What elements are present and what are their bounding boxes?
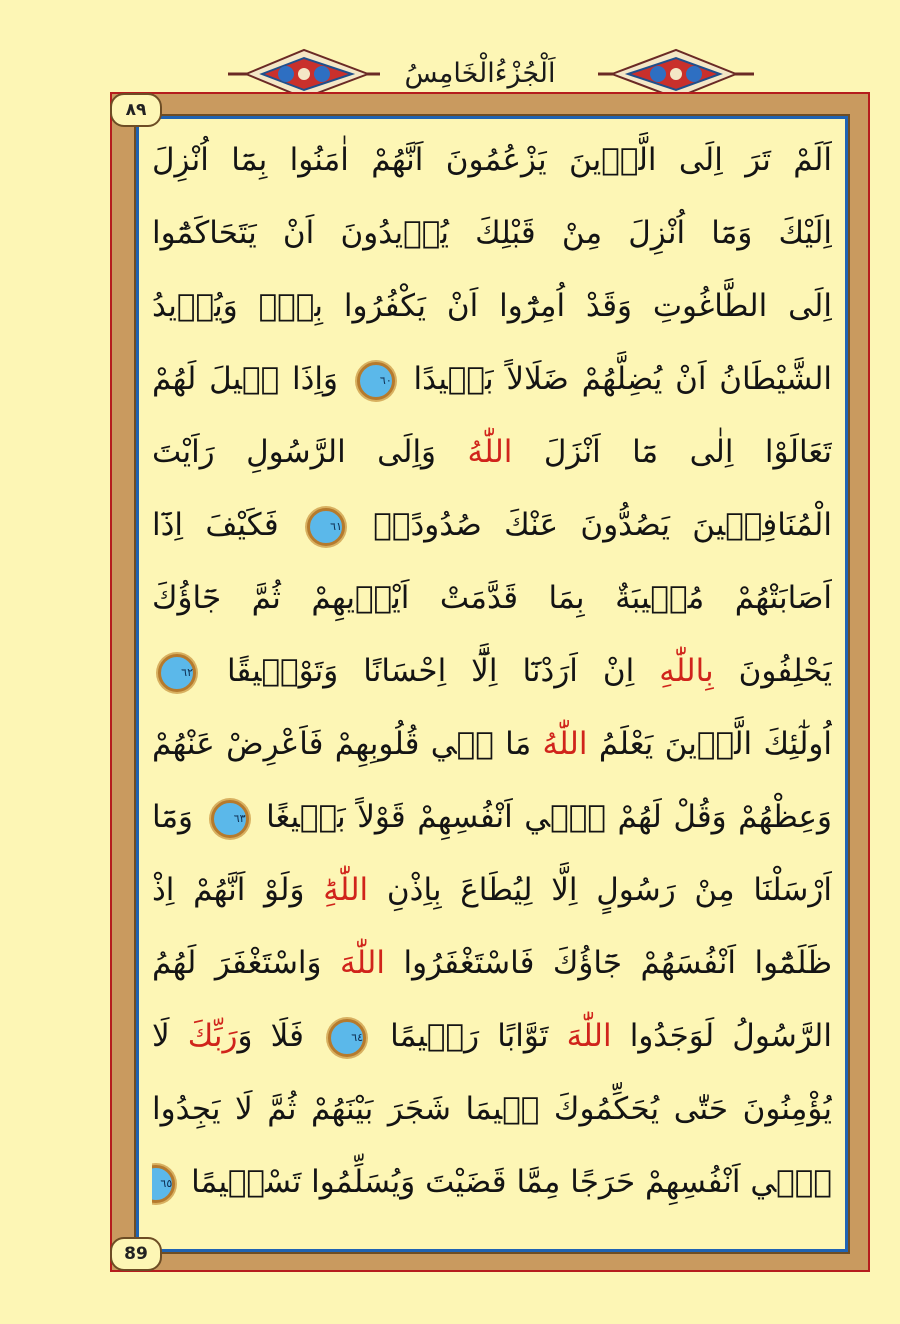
divine-name: اللّٰهَ bbox=[566, 1018, 612, 1054]
ayah-number-marker: ٦٠ bbox=[357, 362, 395, 400]
text-line bbox=[152, 1000, 832, 1073]
verse-text: ظَلَمُٓوا اَنْفُسَهُمْ جَٓاؤُكَ فَاسْتَغْفَرُوا bbox=[384, 945, 832, 981]
text-line bbox=[152, 1146, 832, 1219]
text-line bbox=[152, 343, 832, 416]
verse-text: وَمَٓا bbox=[152, 799, 205, 835]
ayah-number-marker: ٦١ bbox=[307, 508, 345, 546]
verse-text: لَا bbox=[152, 1018, 188, 1054]
text-line bbox=[152, 708, 832, 781]
verse-text: وَعِظْهُمْ وَقُلْ لَهُمْ فٖٓي اَنْفُسِهِمْ قَوْلاً بَلٖيغًا bbox=[254, 799, 832, 835]
verse-text: الرَّسُولُ لَوَجَدُوا bbox=[611, 1018, 832, 1054]
divine-name: بِاللّٰهِ bbox=[659, 653, 714, 689]
ayah-number-marker: ٦٥ bbox=[152, 1165, 175, 1203]
text-line bbox=[152, 562, 832, 635]
verse-text: فٖٓي اَنْفُسِهِمْ حَرَجًا مِمَّا قَضَيْتَ وَيُسَلِّمُوا تَسْلٖيمًا bbox=[181, 1164, 832, 1200]
text-line bbox=[152, 489, 832, 562]
verse-text: الشَّيْطَانُ اَنْ يُضِلَّهُمْ ضَلَالاً بَعٖيدًا bbox=[400, 361, 832, 397]
verse-text: وَلَوْ اَنَّهُمْ اِذْ bbox=[152, 872, 324, 908]
verse-text: اُولٰٓئِكَ الَّذٖينَ يَعْلَمُ bbox=[587, 726, 832, 762]
divine-name: اللّٰهُ bbox=[467, 434, 513, 470]
text-line bbox=[152, 270, 832, 343]
text-line bbox=[152, 124, 832, 197]
verse-text: اِنْ اَرَدْنَٓا اِلَّٓا اِحْسَانًا وَتَوْفٖيقًا bbox=[202, 653, 660, 689]
verse-text: اَلَمْ تَرَ اِلَى الَّذٖينَ يَزْعُمُونَ اَنَّهُمْ اٰمَنُوا بِمَٓا اُنْزِلَ bbox=[152, 142, 832, 178]
verse-text: تَعَالَوْا اِلٰى مَٓا اَنْزَلَ bbox=[512, 434, 832, 470]
juz-title: اَلْجُزْءُالْخَامِسُ bbox=[404, 58, 556, 89]
text-line bbox=[152, 854, 832, 927]
verse-text: فَلَا وَ bbox=[237, 1018, 323, 1054]
quran-text bbox=[152, 124, 832, 1219]
text-line bbox=[152, 781, 832, 854]
verse-text: اَرْسَلْنَا مِنْ رَسُولٍ اِلَّا لِيُطَاعَ بِاِذْنِ bbox=[368, 872, 832, 908]
page-number-latin: 89 bbox=[110, 1237, 162, 1271]
verse-text: مَا فٖي قُلُوبِهِمْ فَاَعْرِضْ عَنْهُمْ bbox=[152, 726, 543, 762]
verse-text: اِلَى الطَّاغُوتِ وَقَدْ اُمِرُٓوا اَنْ يَكْفُرُوا بِهٖؕ وَيُرٖيدُ bbox=[152, 288, 832, 324]
text-line bbox=[152, 197, 832, 270]
text-line bbox=[152, 635, 832, 708]
verse-text: تَوَّابًا رَحٖيمًا bbox=[372, 1018, 567, 1054]
text-line bbox=[152, 927, 832, 1000]
ayah-number-marker: ٦٤ bbox=[328, 1019, 366, 1057]
divine-name: اللّٰهُ bbox=[542, 726, 588, 762]
text-line bbox=[152, 416, 832, 489]
page-number-arabic: ٨٩ bbox=[110, 93, 162, 127]
divine-name: اللّٰهِؕ bbox=[323, 872, 369, 908]
verse-text: يُؤْمِنُونَ حَتّٰى يُحَكِّمُوكَ فٖيمَا شَجَرَ بَيْنَهُمْ ثُمَّ لَا يَجِدُوا bbox=[152, 1091, 832, 1127]
text-line bbox=[152, 1073, 832, 1146]
verse-text: وَاِذَا قٖيلَ لَهُمْ bbox=[152, 361, 351, 397]
ayah-number-marker: ٦٣ bbox=[211, 800, 249, 838]
verse-text: الْمُنَافِقٖينَ يَصُدُّونَ عَنْكَ صُدُودًاۚ bbox=[351, 507, 832, 543]
divine-name: رَبِّكَ bbox=[187, 1018, 238, 1054]
verse-text: اَصَابَتْهُمْ مُصٖيبَةٌ بِمَا قَدَّمَتْ اَيْدٖيهِمْ ثُمَّ جَٓاؤُكَ bbox=[152, 580, 832, 616]
divine-name: اللّٰهَ bbox=[340, 945, 385, 981]
verse-text: وَاسْتَغْفَرَ لَهُمُ bbox=[152, 945, 341, 981]
ayah-number-marker: ٦٢ bbox=[158, 654, 196, 692]
verse-text: فَكَيْفَ اِذَٓا bbox=[152, 507, 301, 543]
verse-text: يَحْلِفُونَ bbox=[713, 653, 832, 689]
verse-text: اِلَيْكَ وَمَٓا اُنْزِلَ مِنْ قَبْلِكَ يُرٖيدُونَ اَنْ يَتَحَاكَمُٓوا bbox=[152, 215, 832, 251]
verse-text: وَاِلَى الرَّسُولِ رَاَيْتَ bbox=[152, 434, 468, 470]
